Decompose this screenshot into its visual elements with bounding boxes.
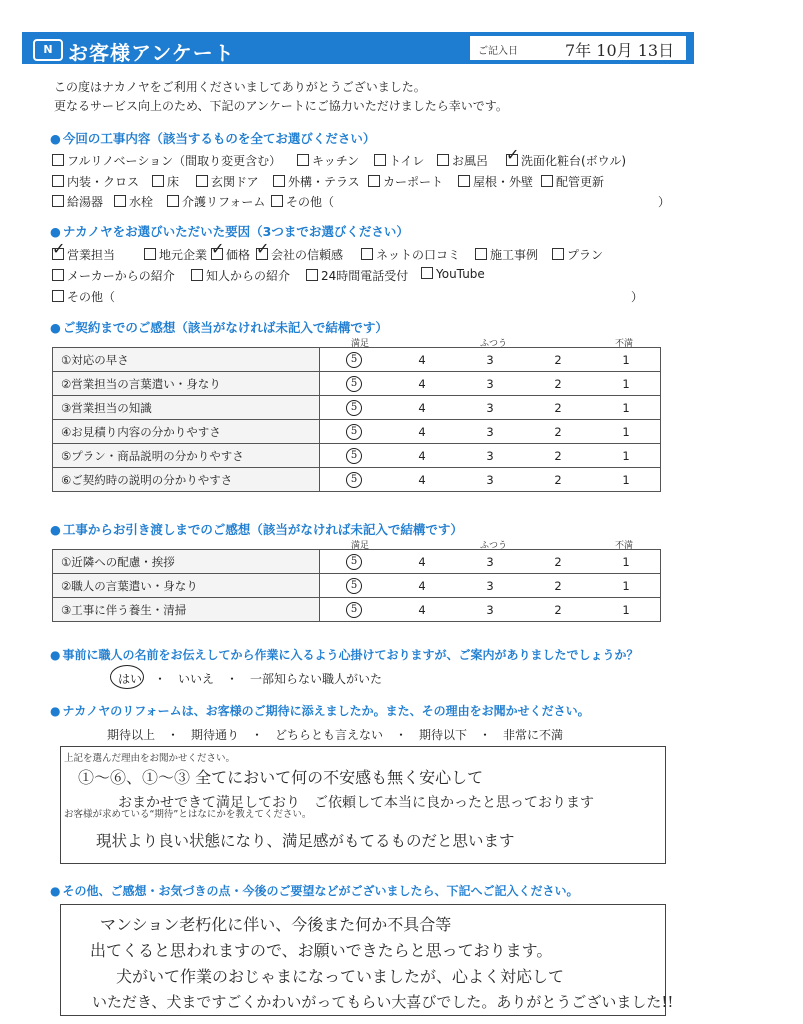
rating-option-4[interactable] [388, 444, 456, 468]
rating-option-4[interactable] [388, 348, 456, 372]
option-label: 介護リフォーム [182, 195, 266, 209]
option-label: 知人からの紹介 [206, 269, 291, 283]
rating-value: 5 [346, 554, 362, 570]
rating-value: 1 [622, 352, 630, 367]
rating-option-2[interactable] [524, 396, 592, 420]
option-s1-1-3[interactable] [273, 173, 360, 190]
rating-row [53, 420, 661, 444]
option-s2-0-5[interactable] [475, 246, 538, 263]
rating-option-3[interactable] [456, 468, 524, 492]
option-label: 屋根・外壁 [473, 175, 534, 189]
rating-option-2[interactable] [524, 598, 592, 622]
rating-value: 1 [622, 424, 630, 439]
rating-option-2[interactable] [524, 468, 592, 492]
page-title: お客様アンケート [68, 41, 235, 65]
rating-value: 5 [346, 424, 362, 440]
option-label: 営業担当 [67, 248, 116, 262]
rating-value: 4 [418, 554, 426, 569]
option-s1-1-4[interactable] [368, 173, 443, 190]
rating-value: 4 [418, 578, 426, 593]
rating-option-4[interactable] [388, 598, 456, 622]
rating-value: 4 [418, 376, 426, 391]
rating-option-2[interactable] [524, 420, 592, 444]
option-label: カーポート [383, 175, 444, 189]
rating-option-5[interactable] [320, 574, 389, 598]
intro-line-2: 更なるサービス向上のため、下記のアンケートにご協力いただけましたら幸いです。 [54, 99, 508, 113]
checkbox-icon[interactable] [52, 290, 64, 302]
option-s1-0-0[interactable] [52, 152, 281, 169]
checkbox-icon[interactable] [273, 175, 285, 187]
checkbox-icon[interactable] [437, 154, 449, 166]
rating-option-3[interactable] [456, 348, 524, 372]
option-label: 配管更新 [556, 175, 605, 189]
rating-option-5[interactable] [320, 444, 389, 468]
option-label: その他（ ） [67, 290, 644, 304]
checkbox-icon[interactable] [191, 269, 203, 281]
option-s2-0-2[interactable] [211, 246, 250, 263]
rating-value: 3 [486, 472, 494, 487]
option-s1-2-0[interactable] [52, 193, 103, 210]
option-label: 洗面化粧台(ボウル) [521, 154, 627, 168]
comment-line-3: 犬がいて作業のおじゃまになっていましたが、心よく対応して [116, 967, 565, 986]
section-comments-title: ● その他、ご感想・お気づきの点・今後のご要望などがございましたら、下記へご記入ください。 [50, 882, 579, 899]
checkbox-icon[interactable] [271, 195, 283, 207]
rating-question: ③工事に伴う養生・清掃 [53, 598, 320, 622]
reason-handwriting-2: おまかせできて満足しており ご依頼して本当に良かったと思っております [118, 795, 594, 811]
expectation-handwriting: 現状より良い状態になり、満足感がもてるものだと思います [96, 832, 515, 850]
scale-mid-label: ふつう [480, 339, 508, 349]
rating-option-1[interactable] [592, 550, 661, 574]
option-s2-1-3[interactable] [421, 267, 485, 281]
rating-value: 4 [418, 424, 426, 439]
rating-option-1[interactable] [592, 420, 661, 444]
option-s1-2-2[interactable] [167, 193, 265, 210]
rating-value: 3 [486, 448, 494, 463]
comment-line-1: マンション老朽化に伴い、今後また何か不具合等 [100, 915, 452, 934]
rating-value: 5 [346, 602, 362, 618]
rating-question: ①近隣への配慮・挨拶 [53, 550, 320, 574]
rating-question: ①対応の早さ [53, 348, 320, 372]
comment-line-4: いただき、犬まですごくかわいがってもらい大喜びでした。ありがとうございました!! [92, 993, 674, 1011]
checkbox-icon[interactable] [144, 248, 156, 260]
option-label: YouTube [436, 267, 485, 281]
rating-option-1[interactable] [592, 444, 661, 468]
option-s2-1-0[interactable] [52, 267, 175, 284]
rating-row [53, 348, 661, 372]
rating-value: 4 [418, 472, 426, 487]
checkbox-icon[interactable] [196, 175, 208, 187]
option-label: 玄関ドア [211, 175, 259, 189]
rating-value: 5 [346, 376, 362, 392]
rating-value: 3 [486, 554, 494, 569]
option-s2-1-1[interactable] [191, 267, 290, 284]
section-construction-title: ● 工事からお引き渡しまでのご感想（該当がなければ未記入で結構です） [50, 520, 463, 538]
rating-question: ②職人の言葉遣い・身なり [53, 574, 320, 598]
rating-value: 2 [554, 578, 562, 593]
option-s2-0-1[interactable] [144, 246, 207, 263]
rating-option-1[interactable] [592, 468, 661, 492]
section-craftsman-title: ● 事前に職人の名前をお伝えしてから作業に入るよう心掛けておりますが、ご案内がありましたでしょうか？ [50, 646, 639, 663]
rating-value: 1 [622, 578, 630, 593]
rating-value: 4 [418, 448, 426, 463]
rating-value: 2 [554, 400, 562, 415]
rating-option-5[interactable] [320, 598, 389, 622]
rating-option-4[interactable] [388, 550, 456, 574]
rating-option-2[interactable] [524, 348, 592, 372]
option-s1-2-1[interactable] [114, 193, 153, 210]
rating-option-5[interactable] [320, 348, 389, 372]
option-label: キッチン [312, 154, 360, 168]
option-label: 24時間電話受付 [321, 269, 409, 283]
reason-handwriting-1: ①〜⑥、①〜③ 全てにおいて何の不安感も無く安心して [78, 768, 484, 787]
date-label: ご記入日 [478, 46, 518, 57]
rating-value: 1 [622, 400, 630, 415]
rating-option-1[interactable] [592, 348, 661, 372]
checkbox-icon[interactable] [52, 195, 64, 207]
section-work-title: ● 今回の工事内容（該当するものを全てお選びください） [50, 129, 375, 147]
logo-text: N [43, 43, 53, 56]
option-label: 価格 [226, 248, 251, 262]
rating-value: 2 [554, 554, 562, 569]
rating-value: 4 [418, 352, 426, 367]
expectation-options[interactable]: 期待以上 ・ 期待通り ・ どちらとも言えない ・ 期待以下 ・ 非常に不満 [107, 728, 564, 742]
comment-line-2: 出てくると思われますので、お願いできたらと思っております。 [90, 941, 553, 960]
rating-question: ②営業担当の言葉遣い・身なり [53, 372, 320, 396]
rating-option-5[interactable] [320, 372, 389, 396]
rating-question: ⑥ご契約時の説明の分かりやすさ [53, 468, 320, 492]
option-s2-0-6[interactable] [552, 246, 603, 263]
rating-option-3[interactable] [456, 372, 524, 396]
rating-value: 2 [554, 602, 562, 617]
rating-value: 5 [346, 472, 362, 488]
rating-option-3[interactable] [456, 598, 524, 622]
rating-value: 2 [554, 424, 562, 439]
rating-value: 1 [622, 602, 630, 617]
rating-value: 3 [486, 602, 494, 617]
option-label: 外構・テラス [288, 175, 360, 189]
rating-question: ③営業担当の知識 [53, 396, 320, 420]
option-s1-1-1[interactable] [152, 173, 179, 190]
option-s1-1-6[interactable] [541, 173, 604, 190]
option-label: ネットの口コミ [376, 248, 461, 262]
rating-value: 3 [486, 424, 494, 439]
checkbox-icon[interactable] [506, 154, 518, 166]
rating-value: 2 [554, 472, 562, 487]
checkbox-icon[interactable] [361, 248, 373, 260]
rating-question: ⑤プラン・商品説明の分かりやすさ [53, 444, 320, 468]
option-label: 床 [167, 175, 180, 189]
option-s2-0-0[interactable] [52, 246, 115, 263]
rating-value: 4 [418, 602, 426, 617]
section-reason-title: ● ナカノヤをお選びいただいた要因（3つまでお選びください） [50, 222, 409, 240]
rating-option-5[interactable] [320, 468, 389, 492]
craftsman-answer-options[interactable]: はい ・ いいえ ・ 一部知らない職人がいた [118, 672, 383, 686]
checkbox-icon[interactable] [52, 248, 64, 260]
rating-value: 2 [554, 448, 562, 463]
option-label: プラン [567, 248, 604, 262]
contract-rating-table [52, 347, 661, 492]
rating-option-3[interactable] [456, 550, 524, 574]
rating-value: 5 [346, 448, 362, 464]
rating-option-1[interactable] [592, 574, 661, 598]
rating-value: 1 [622, 376, 630, 391]
option-s1-1-0[interactable] [52, 173, 139, 190]
rating-value: 1 [622, 448, 630, 463]
option-s2-1-2[interactable] [306, 267, 408, 284]
checkbox-icon[interactable] [421, 267, 433, 279]
rating-option-2[interactable] [524, 372, 592, 396]
rating-value: 1 [622, 554, 630, 569]
rating-row [53, 444, 661, 468]
rating-value: 2 [554, 352, 562, 367]
checkbox-icon[interactable] [52, 175, 64, 187]
option-label: お風呂 [452, 154, 489, 168]
checkbox-icon[interactable] [211, 248, 223, 260]
rating-row [53, 468, 661, 492]
option-label: フルリノベーション（間取り変更含む） [67, 154, 282, 168]
rating-option-4[interactable] [388, 468, 456, 492]
rating-row [53, 574, 661, 598]
option-s1-2-3[interactable] [271, 193, 670, 210]
rating-option-3[interactable] [456, 396, 524, 420]
rating-value: 5 [346, 352, 362, 368]
rating-option-4[interactable] [388, 574, 456, 598]
intro-line-1: この度はナカノヤをご利用くださいましてありがとうございました。 [54, 80, 426, 94]
rating-row [53, 396, 661, 420]
option-label: 給湯器 [67, 195, 104, 209]
scale-mid-label-2: ふつう [480, 541, 508, 551]
rating-option-1[interactable] [592, 598, 661, 622]
rating-value: 3 [486, 400, 494, 415]
rating-value: 5 [346, 400, 362, 416]
rating-option-3[interactable] [456, 444, 524, 468]
option-label: 施工事例 [490, 248, 539, 262]
option-s1-1-2[interactable] [196, 173, 259, 190]
rating-option-5[interactable] [320, 420, 389, 444]
rating-value: 3 [486, 352, 494, 367]
option-s2-2-0[interactable] [52, 288, 643, 305]
checkbox-icon[interactable] [458, 175, 470, 187]
section-contract-title: ● ご契約までのご感想（該当がなければ未記入で結構です） [50, 318, 388, 336]
checkbox-icon[interactable] [256, 248, 268, 260]
rating-value: 2 [554, 376, 562, 391]
option-s2-0-4[interactable] [361, 246, 460, 263]
checkbox-icon[interactable] [541, 175, 553, 187]
option-s1-0-2[interactable] [374, 152, 424, 169]
option-label: 内装・クロス [67, 175, 140, 189]
option-s1-0-3[interactable] [437, 152, 488, 169]
rating-option-5[interactable] [320, 550, 389, 574]
expectation-label: お客様が求めている“期待”とはなにかを教えてください。 [64, 809, 312, 820]
checkbox-icon[interactable] [167, 195, 179, 207]
checkbox-icon[interactable] [152, 175, 164, 187]
option-s1-0-4[interactable] [506, 152, 626, 169]
checkbox-icon[interactable] [297, 154, 309, 166]
reason-label: 上記を選んだ理由をお聞かせください。 [64, 753, 236, 764]
option-label: トイレ [389, 154, 425, 168]
rating-row [53, 598, 661, 622]
rating-value: 5 [346, 578, 362, 594]
option-s2-0-3[interactable] [256, 246, 343, 263]
rating-option-1[interactable] [592, 372, 661, 396]
option-label: 地元企業 [159, 248, 208, 262]
rating-option-4[interactable] [388, 420, 456, 444]
checkbox-icon[interactable] [374, 154, 386, 166]
checkbox-icon[interactable] [52, 154, 64, 166]
option-label: メーカーからの紹介 [67, 269, 175, 283]
rating-option-1[interactable] [592, 396, 661, 420]
checkbox-icon[interactable] [114, 195, 126, 207]
option-s1-0-1[interactable] [297, 152, 359, 169]
rating-option-4[interactable] [388, 396, 456, 420]
option-label: その他（ ） [286, 195, 671, 209]
yes-circle-mark [110, 665, 144, 689]
checkbox-icon[interactable] [552, 248, 564, 260]
rating-question: ④お見積り内容の分かりやすさ [53, 420, 320, 444]
checkbox-icon[interactable] [306, 269, 318, 281]
scale-high-label-2: 満足 [351, 541, 370, 551]
checkbox-icon[interactable] [368, 175, 380, 187]
rating-option-2[interactable] [524, 550, 592, 574]
rating-value: 3 [486, 376, 494, 391]
date-value[interactable]: 7年 10月 13日 [565, 41, 675, 60]
section-expectation-title: ● ナカノヤのリフォームは、お客様のご期待に添えましたか。また、その理由をお聞かせください。 [50, 702, 590, 719]
checkbox-icon[interactable] [475, 248, 487, 260]
construction-rating-table [52, 549, 661, 622]
company-logo [33, 39, 63, 61]
scale-high-label: 満足 [351, 339, 370, 349]
scale-low-label: 不満 [615, 339, 634, 349]
rating-option-3[interactable] [456, 574, 524, 598]
rating-option-5[interactable] [320, 396, 389, 420]
option-label: 会社の信頼感 [271, 248, 344, 262]
rating-row [53, 372, 661, 396]
rating-option-2[interactable] [524, 574, 592, 598]
rating-value: 4 [418, 400, 426, 415]
rating-value: 3 [486, 578, 494, 593]
option-s1-1-5[interactable] [458, 173, 533, 190]
rating-option-3[interactable] [456, 420, 524, 444]
rating-value: 1 [622, 472, 630, 487]
option-label: 水栓 [129, 195, 154, 209]
scale-low-label-2: 不満 [615, 541, 634, 551]
checkbox-icon[interactable] [52, 269, 64, 281]
rating-option-2[interactable] [524, 444, 592, 468]
rating-row [53, 550, 661, 574]
rating-option-4[interactable] [388, 372, 456, 396]
